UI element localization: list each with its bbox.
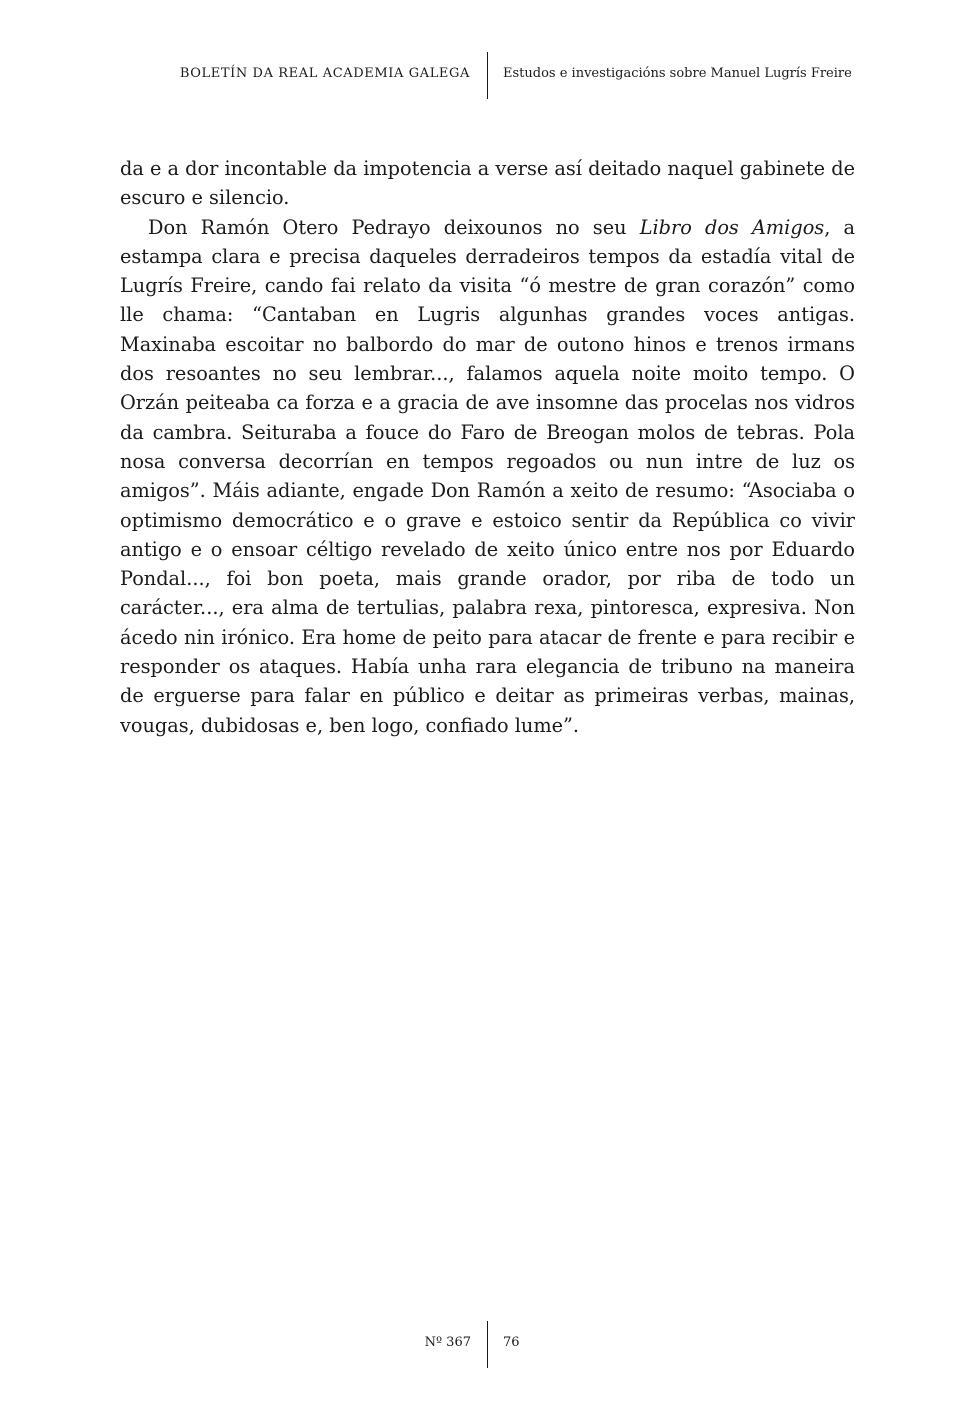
paragraph-2 xyxy=(120,213,855,740)
running-header xyxy=(0,52,975,100)
book-title: Libro dos Amigos xyxy=(639,215,825,239)
section-title: Estudos e investigacións sobre Manuel Lugrís Freire xyxy=(503,66,852,81)
journal-title: BOLETÍN DA REAL ACADEMIA GALEGA xyxy=(179,66,470,81)
paragraph-1: da e a dor incontable da impotencia a verse así deitado naquel gabinete de escuro e silencio. xyxy=(120,157,855,210)
footer-divider xyxy=(487,1321,488,1368)
paragraph-2-start: Don Ramón Otero Pedrayo deixounos no seu xyxy=(148,215,640,239)
header-divider xyxy=(487,52,488,99)
running-footer xyxy=(0,1321,975,1369)
paragraph-2-rest: , a estampa clara e precisa daqueles derradeiros tempos da estadía vital de Lugrís Freire, cando fai relato da visita “ó mestre de gran corazón” como lle chama: “Cantaban en Lugris algunhas grandes voces antigas. Maxinaba escoitar no balbordo do mar de outono hinos e trenos irmans dos resoantes no seu lembrar..., falamos aquela noite moito tempo. O Orzán peiteaba ca forza e a gracia de ave insomne das procelas nos vidros da cambra. Seituraba a fouce do Faro de Breogan molos de tebras. Pola nosa conversa decorrían en tempos regoados ou nun intre de luz os amigos”. Máis adiante, engade Don Ramón a xeito de resumo: “Asociaba o optimismo democrático e o grave e estoico sentir da República co vivir antigo e o ensoar céltigo revelado de xeito único entre nos por Eduardo Pondal..., foi bon poeta, mais grande orador, por riba de todo un carácter..., era alma de tertulias, palabra rexa, pintoresca, expresiva. Non ácedo nin irónico. Era home de peito para atacar de frente e para recibir e responder os ataques. Había unha rara elegancia de tribuno na maneira de erguerse para falar en público e deitar as primeiras verbas, mainas, vougas, dubidosas e, ben logo, confiado lume”. xyxy=(120,215,855,737)
issue-number: Nº 367 xyxy=(424,1335,471,1350)
page-number: 76 xyxy=(503,1335,520,1350)
body-text xyxy=(120,154,855,740)
